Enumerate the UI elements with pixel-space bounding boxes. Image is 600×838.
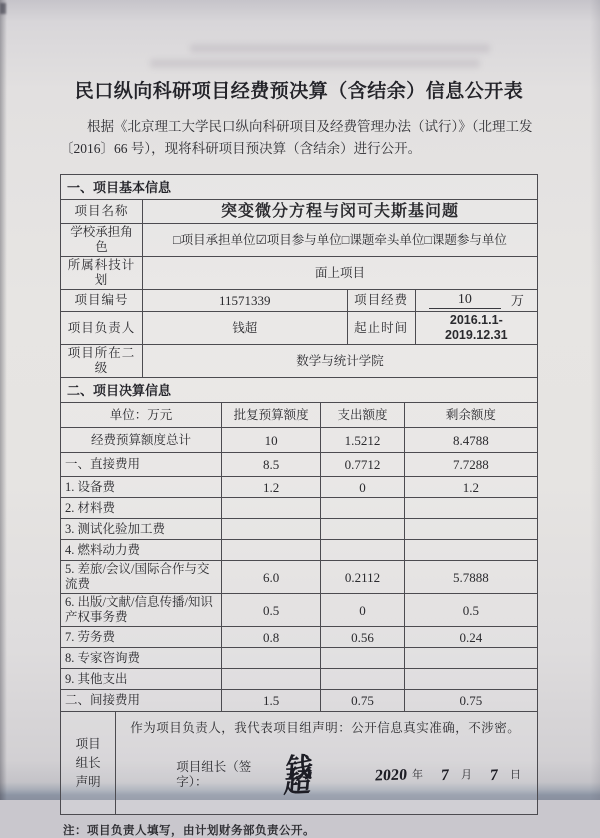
school-role-checkbox-options: □项目承担单位☑项目参与单位□课题牵头单位□课题参与单位 [142, 224, 537, 256]
column-header-remaining: 剩余额度 [404, 403, 537, 427]
page-title: 民口纵向科研项目经费预决算（含结余）信息公开表 [74, 81, 524, 102]
remaining-cell [404, 519, 537, 539]
project-leader-value: 钱超 [142, 312, 347, 344]
declaration-label [61, 712, 115, 814]
duration-value: 2016.1.1-2019.12.31 [415, 312, 537, 344]
row-label-cell: 2. 材料费 [65, 500, 116, 515]
project-number-row [61, 289, 537, 311]
settlement-row-consulting [61, 647, 537, 668]
spent-cell [320, 648, 403, 668]
settlement-row-testing [61, 518, 537, 539]
declaration-label-line: 项目 [75, 736, 101, 751]
remaining-cell [404, 540, 537, 560]
funding-amount: 10 [429, 292, 501, 309]
remaining-cell: 0.75 [404, 690, 537, 711]
funding-unit: 万 [510, 293, 524, 308]
spent-cell: 0.7712 [320, 453, 403, 476]
project-number-value: 11571339 [142, 290, 347, 311]
disclosure-form-table [60, 174, 538, 815]
spent-cell: 1.5212 [320, 428, 403, 452]
spent-cell: 0.75 [320, 690, 403, 711]
spent-cell [320, 669, 403, 689]
science-plan-row [61, 256, 537, 289]
budget-cell: 6.0 [221, 561, 320, 593]
settlement-row-other [61, 668, 537, 689]
section-basic-info-header [61, 175, 537, 199]
project-name-label: 项目名称 [74, 204, 129, 218]
signature-date [374, 765, 527, 785]
section-title: 一、项目基本信息 [67, 180, 172, 195]
intro-paragraph: 根据《北京理工大学民口纵向科研项目及经费管理办法（试行）》（北理工发〔2016〕66 号），现将科研项目预决算（含结余）进行公开。 [60, 119, 533, 156]
project-leader-label: 项目负责人 [67, 320, 136, 335]
month-suffix: 月 [461, 768, 472, 781]
budget-cell: 8.5 [221, 453, 320, 476]
declaration-label-line: 声明 [75, 774, 101, 789]
spent-cell: 0 [320, 477, 403, 497]
settlement-row-total [61, 427, 537, 452]
section-settlement-header [61, 377, 537, 402]
budget-cell: 1.5 [221, 690, 320, 711]
column-header-unit: 单位：万元 [109, 407, 173, 422]
budget-cell [221, 669, 320, 689]
signature-line [130, 751, 527, 799]
signature-label: 项目组长（签字）： [176, 760, 252, 789]
settlement-row-direct [61, 452, 537, 476]
section-title: 二、项目决算信息 [67, 383, 172, 398]
column-header-spent: 支出额度 [320, 403, 403, 427]
project-leader-row [61, 311, 537, 344]
department-label: 项目所在二级 [67, 346, 136, 375]
spent-cell: 0.56 [320, 627, 403, 647]
row-label-cell: 7. 劳务费 [65, 629, 116, 644]
spent-cell [320, 498, 403, 518]
science-plan-value: 面上项目 [142, 257, 537, 289]
remaining-cell: 7.7288 [404, 453, 537, 476]
footnote: 注：项目负责人填写，由计划财务部负责公开。 [63, 825, 315, 837]
settlement-row-labor [61, 626, 537, 647]
settlement-row-indirect [61, 689, 537, 711]
row-label-cell: 一、直接费用 [65, 457, 141, 471]
budget-cell [221, 498, 320, 518]
department-row [61, 344, 537, 377]
remaining-cell: 0.24 [404, 627, 537, 647]
settlement-row-travel [61, 560, 537, 593]
declaration-body [115, 712, 537, 814]
remaining-cell: 8.4788 [404, 428, 537, 452]
school-role-label: 学校承担角色 [70, 225, 133, 254]
department-value: 数学与统计学院 [142, 345, 537, 377]
project-number-label: 项目编号 [74, 293, 129, 307]
row-label-cell: 9. 其他支出 [65, 671, 128, 686]
settlement-row-publication [61, 593, 537, 626]
declaration-label-line: 组长 [75, 755, 101, 770]
project-funding-value [415, 290, 537, 311]
handwritten-signature: 钱超 [282, 751, 328, 799]
declaration-row [61, 711, 537, 814]
settlement-row-fuel [61, 539, 537, 560]
date-month: 7 [440, 766, 450, 784]
declaration-statement: 作为项目负责人，我代表项目组声明：公开信息真实准确，不涉密。 [130, 721, 521, 735]
remaining-cell [404, 669, 537, 689]
duration-label: 起止时间 [347, 312, 415, 344]
row-label-cell: 5. 差旅/会议/国际合作与交流费 [65, 562, 210, 591]
budget-cell [221, 648, 320, 668]
row-label-cell: 3. 测试化验加工费 [65, 521, 166, 536]
spent-cell [320, 540, 403, 560]
budget-cell: 10 [221, 428, 320, 452]
year-suffix: 年 [412, 768, 423, 781]
budget-cell [221, 540, 320, 560]
project-name-row [61, 199, 537, 223]
budget-cell: 0.5 [221, 594, 320, 626]
project-name-value: 突变微分方程与闵可夫斯基问题 [142, 200, 537, 223]
settlement-row-equipment [61, 476, 537, 497]
spent-cell: 0 [320, 594, 403, 626]
spent-cell [320, 519, 403, 539]
settlement-header-row [61, 402, 537, 427]
school-role-row [61, 223, 537, 256]
remaining-cell [404, 648, 537, 668]
remaining-cell [404, 498, 537, 518]
row-label-cell: 6. 出版/文献/信息传播/知识产权事务费 [65, 595, 213, 624]
date-year: 2020 [374, 765, 408, 785]
row-label-cell: 二、间接费用 [65, 693, 141, 707]
settlement-row-materials [61, 497, 537, 518]
project-funding-label: 项目经费 [347, 290, 415, 311]
row-label-cell: 1. 设备费 [65, 479, 116, 494]
row-label-cell: 经费预算额度总计 [90, 432, 191, 447]
day-suffix: 日 [510, 768, 521, 781]
budget-cell: 1.2 [221, 477, 320, 497]
remaining-cell: 5.7888 [404, 561, 537, 593]
column-header-budget: 批复预算额度 [221, 403, 320, 427]
remaining-cell: 1.2 [404, 477, 537, 497]
date-day: 7 [489, 766, 499, 784]
spent-cell: 0.2112 [320, 561, 403, 593]
remaining-cell: 0.5 [404, 594, 537, 626]
budget-cell [221, 519, 320, 539]
row-label-cell: 4. 燃料动力费 [65, 542, 141, 557]
budget-cell: 0.8 [221, 627, 320, 647]
science-plan-label: 所属科技计划 [67, 258, 136, 287]
row-label-cell: 8. 专家咨询费 [65, 650, 141, 665]
